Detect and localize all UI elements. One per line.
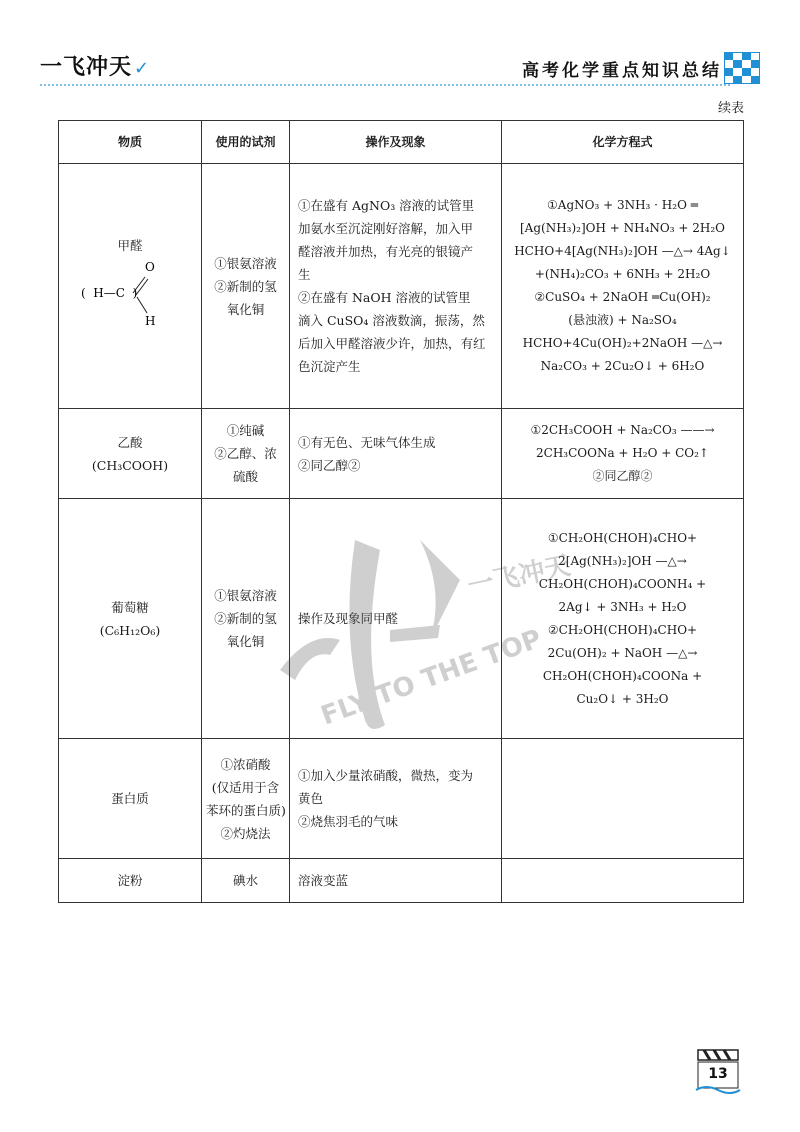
- equation-cell: [502, 499, 744, 739]
- reagent-line: ①银氨溶液: [214, 588, 277, 603]
- equation-line: [Ag(NH₃)₂]OH + NH₄NO₃ + 2H₂O: [519, 221, 725, 235]
- page-number-badge: [696, 1046, 740, 1094]
- reagent-cell: [202, 859, 290, 903]
- operation-cell: [290, 739, 502, 859]
- equation-line: 2[Ag(NH₃)₂]OH —△→: [558, 553, 687, 568]
- reagent-line: 苯环的蛋白质): [206, 802, 286, 818]
- operation-line: 生: [298, 267, 311, 282]
- operation-line: ①在盛有 AgNO₃ 溶液的试管里: [298, 198, 475, 213]
- equation-line: 2Ag↓ + 3NH₃ + H₂O: [558, 599, 687, 614]
- equation-line: ①CH₂OH(CHOH)₄CHO+: [547, 530, 698, 545]
- substance-name: 甲醛: [117, 238, 143, 253]
- substance-cell: [59, 499, 202, 739]
- equation-cell: [502, 409, 744, 499]
- watermark-brand: 一飞冲天: [465, 550, 574, 602]
- operation-line: ②同乙醇②: [298, 457, 361, 473]
- header-title: 高考化学重点知识总结: [522, 61, 722, 81]
- operation-cell: [290, 164, 502, 409]
- operation-cell: [290, 859, 502, 903]
- equation-line: 2Cu(OH)₂ + NaOH —△→: [547, 645, 698, 660]
- equation-line: 2CH₃COONa + H₂O + CO₂↑: [536, 446, 709, 460]
- header-divider: [40, 84, 730, 86]
- substance-formula: (C₆H₁₂O₆): [99, 622, 161, 638]
- page-number: 13: [708, 1066, 728, 1082]
- reagent-cell: [202, 499, 290, 739]
- table-row: [59, 499, 744, 739]
- operation-line: 操作及现象同甲醛: [298, 611, 399, 626]
- equation-line: (悬浊液) + Na₂SO₄: [568, 313, 677, 327]
- formaldehyde-structure: [75, 257, 185, 331]
- reagent-line: ②灼烧法: [220, 825, 271, 841]
- equation-line: CH₂OH(CHOH)₄COONa +: [542, 668, 703, 683]
- equation-line: +(NH₄)₂CO₃ + 6NH₃ + 2H₂O: [534, 267, 711, 281]
- equation-line: Cu₂O↓ + 3H₂O: [576, 691, 669, 706]
- equation-cell: [502, 859, 744, 903]
- watermark-slogan: FLY TO THE TOP: [317, 623, 546, 732]
- substance-cell: [59, 859, 202, 903]
- reagent-line: ①银氨溶液: [214, 255, 277, 271]
- equation-line: HCHO+4[Ag(NH₃)₂]OH —△→ 4Ag↓: [514, 244, 731, 258]
- structure-oxygen: O: [145, 260, 155, 274]
- table-row: [59, 164, 744, 409]
- table-row: [59, 739, 744, 859]
- reagent-line: ①浓硝酸: [220, 756, 271, 772]
- operation-line: 色沉淀产生: [298, 359, 361, 374]
- reagent-line: (仅适用于含: [211, 779, 280, 795]
- brand-logo: [40, 50, 150, 81]
- substance-cell: [59, 164, 202, 409]
- operation-line: 溶液变蓝: [298, 873, 349, 888]
- equation-line: ①2CH₃COOH + Na₂CO₃ ——→: [530, 423, 715, 437]
- page-header: [0, 0, 800, 100]
- operation-line: ②在盛有 NaOH 溶液的试管里: [298, 290, 471, 305]
- continued-label: 续表: [717, 101, 744, 116]
- column-header: 操作及现象: [290, 121, 502, 164]
- reagent-cell: [202, 164, 290, 409]
- operation-line: ①有无色、无味气体生成: [298, 434, 436, 450]
- table-row: [59, 409, 744, 499]
- reagent-line: 碘水: [232, 873, 258, 888]
- column-header: 物质: [59, 121, 202, 164]
- operation-line: 黄色: [298, 791, 324, 806]
- substance-name: 蛋白质: [111, 791, 149, 806]
- substance-name: 葡萄糖: [111, 599, 149, 615]
- operation-line: 后加入甲醛溶液少许，加热，有红: [298, 336, 486, 351]
- equation-cell: [502, 739, 744, 859]
- operation-line: 醛溶液并加热，有光亮的银镜产: [298, 244, 474, 259]
- structure-carbon: ( H—C ): [81, 286, 138, 300]
- operation-line: 加氨水至沉淀刚好溶解，加入甲: [298, 221, 474, 236]
- reagent-line: ②新制的氢: [214, 611, 277, 626]
- reagent-line: ②新制的氢: [214, 278, 277, 294]
- reagent-line: ②乙醇、浓: [214, 446, 277, 461]
- operation-line: ①加入少量浓硝酸，微热，变为: [298, 768, 474, 783]
- substance-cell: [59, 739, 202, 859]
- reagent-line: 硫酸: [232, 469, 258, 484]
- equation-line: ②CH₂OH(CHOH)₄CHO+: [547, 622, 698, 637]
- table-header-row: [59, 121, 744, 164]
- reagent-line: ①纯碱: [226, 423, 265, 438]
- equation-line: ①AgNO₃ + 3NH₃ · H₂O ═: [547, 198, 698, 212]
- reagent-line: 氧化铜: [226, 634, 265, 649]
- table-row: [59, 859, 744, 903]
- structure-hydrogen: H: [145, 314, 156, 328]
- column-header: 使用的试剂: [202, 121, 290, 164]
- substance-name: 乙酸: [117, 434, 143, 450]
- equation-line: CH₂OH(CHOH)₄COONH₄ +: [538, 576, 707, 591]
- equation-line: HCHO+4Cu(OH)₂+2NaOH —△→: [522, 336, 723, 350]
- equation-line: ②同乙醇②: [592, 469, 653, 483]
- operation-cell: [290, 409, 502, 499]
- check-icon: ✓: [134, 58, 151, 79]
- column-header: 化学方程式: [502, 121, 744, 164]
- substance-formula: (CH₃COOH): [91, 457, 169, 473]
- equation-cell: [502, 164, 744, 409]
- reagent-cell: [202, 409, 290, 499]
- equation-line: ②CuSO₄ + 2NaOH ═Cu(OH)₂: [534, 290, 711, 304]
- brand-text: 一飞冲天: [40, 55, 133, 80]
- equation-line: Na₂CO₃ + 2Cu₂O↓ + 6H₂O: [540, 359, 705, 373]
- reagent-table: [58, 120, 744, 903]
- operation-cell: [290, 499, 502, 739]
- checker-flag-icon: [724, 52, 760, 84]
- operation-line: 滴入 CuSO₄ 溶液数滴，振荡，然: [298, 313, 485, 328]
- reagent-cell: [202, 739, 290, 859]
- substance-cell: [59, 409, 202, 499]
- operation-line: ②烧焦羽毛的气味: [298, 814, 399, 829]
- substance-name: 淀粉: [117, 873, 143, 888]
- reagent-line: 氧化铜: [226, 301, 265, 317]
